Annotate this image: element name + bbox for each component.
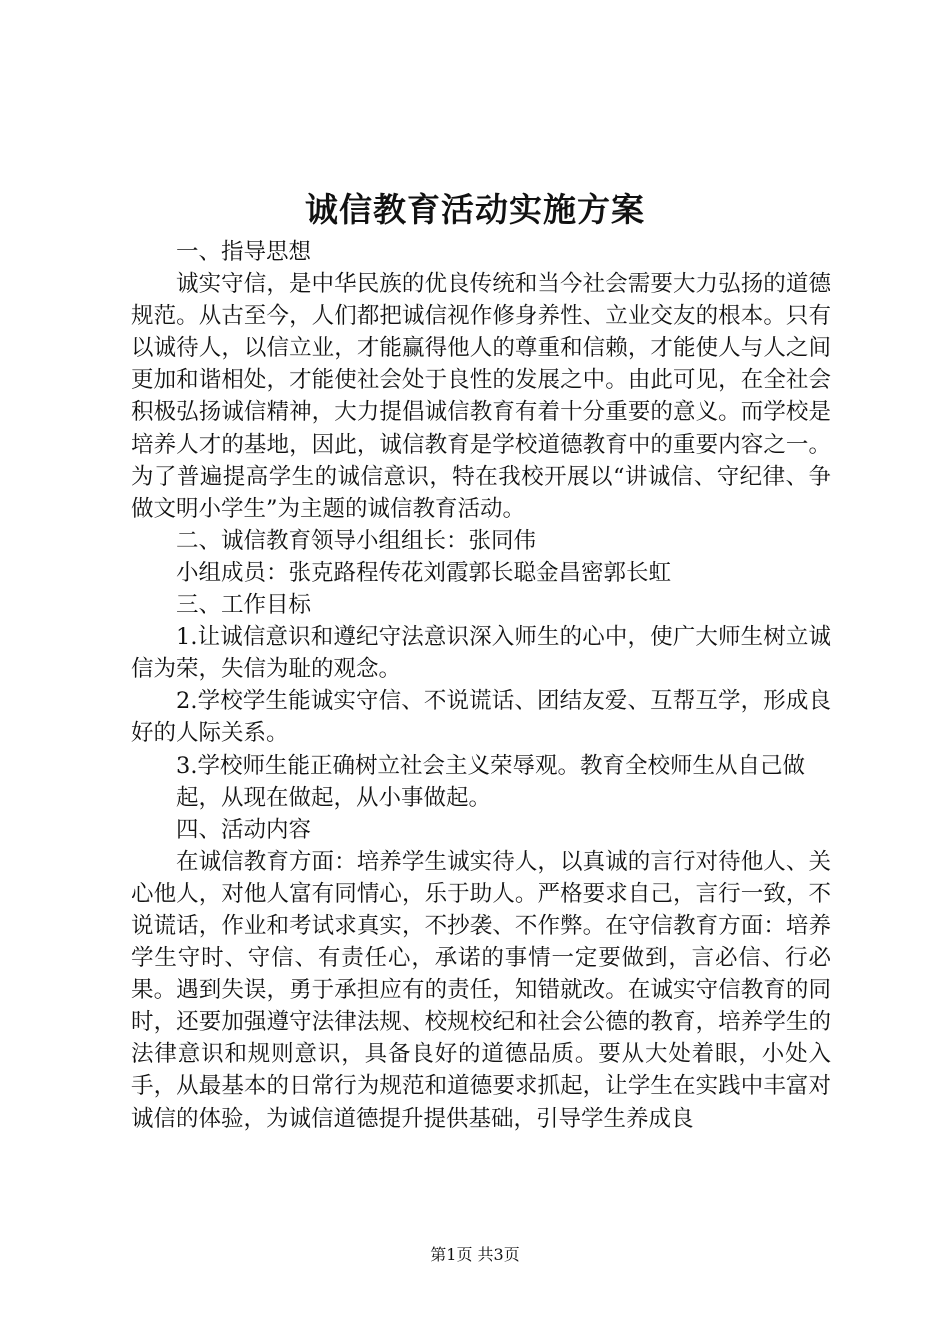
page-number: 第1页 共3页	[430, 1245, 520, 1264]
document-body	[131, 236, 831, 1135]
document-title: 诚信教育活动实施方案	[305, 190, 645, 229]
paragraph-goal-1: 1.让诚信意识和遵纪守法意识深入师生的心中，使广大师生树立诚信为荣，失信为耻的观念。	[131, 624, 831, 683]
paragraph-heading-work-goals: 三、工作目标	[176, 592, 312, 619]
paragraph-heading-guiding-ideology: 一、指导思想	[176, 239, 312, 265]
paragraph-goal-3: 3.学校师生能正确树立社会主义荣辱观。教育全校师生从自己做	[176, 752, 805, 779]
paragraph-activities: 在诚信教育方面：培养学生诚实待人，以真诚的言行对待他人、关心他人，对他人富有同情心，乐于助人。严格要求自己，言行一致，不说谎话，作业和考试求真实，不抄袭、不作弊。在守信教育方面：培养学生守时、守信、有责任心，承诺的事情一定要做到，言必信、行必果。遇到失误，勇于承担应有的责任，知错就改。在诚实守信教育的同时，还要加强遵守法律法规、校规校纪和社会公德的教育，培养学生的法律意识和规则意识，具备良好的道德品质。要从大处着眼，小处入手，从最基本的日常行为规范和道德要求抓起，让学生在实践中丰富对诚信的体验，为诚信道德提升提供基础，引导学生养成良	[131, 848, 831, 1132]
paragraph-leader: 二、诚信教育领导小组组长：张同伟	[176, 527, 537, 554]
paragraph-guiding-ideology: 诚实守信，是中华民族的优良传统和当今社会需要大力弘扬的道德规范。从古至今，人们都把诚信视作修身养性、立业交友的根本。只有以诚待人，以信立业，才能赢得他人的尊重和信赖，才能使人与人之间更加和谐相处，才能使社会处于良性的发展之中。由此可见，在全社会积极弘扬诚信精神，大力提倡诚信教育有着十分重要的意义。而学校是培养人才的基地，因此，诚信教育是学校道德教育中的重要内容之一。为了普遍提高学生的诚信意识，特在我校开展以“讲诚信、守纪律、争做文明小学生”为主题的诚信教育活动。	[131, 271, 831, 522]
paragraph-members: 小组成员：张克路程传花刘霞郭长聪金昌密郭长虹	[176, 559, 672, 586]
paragraph-heading-activities: 四、活动内容	[176, 816, 312, 843]
paragraph-goal-3-continued: 起，从现在做起，从小事做起。	[176, 784, 492, 811]
paragraph-goal-2: 2.学校学生能诚实守信、不说谎话、团结友爱、互帮互学，形成良好的人际关系。	[131, 688, 831, 747]
